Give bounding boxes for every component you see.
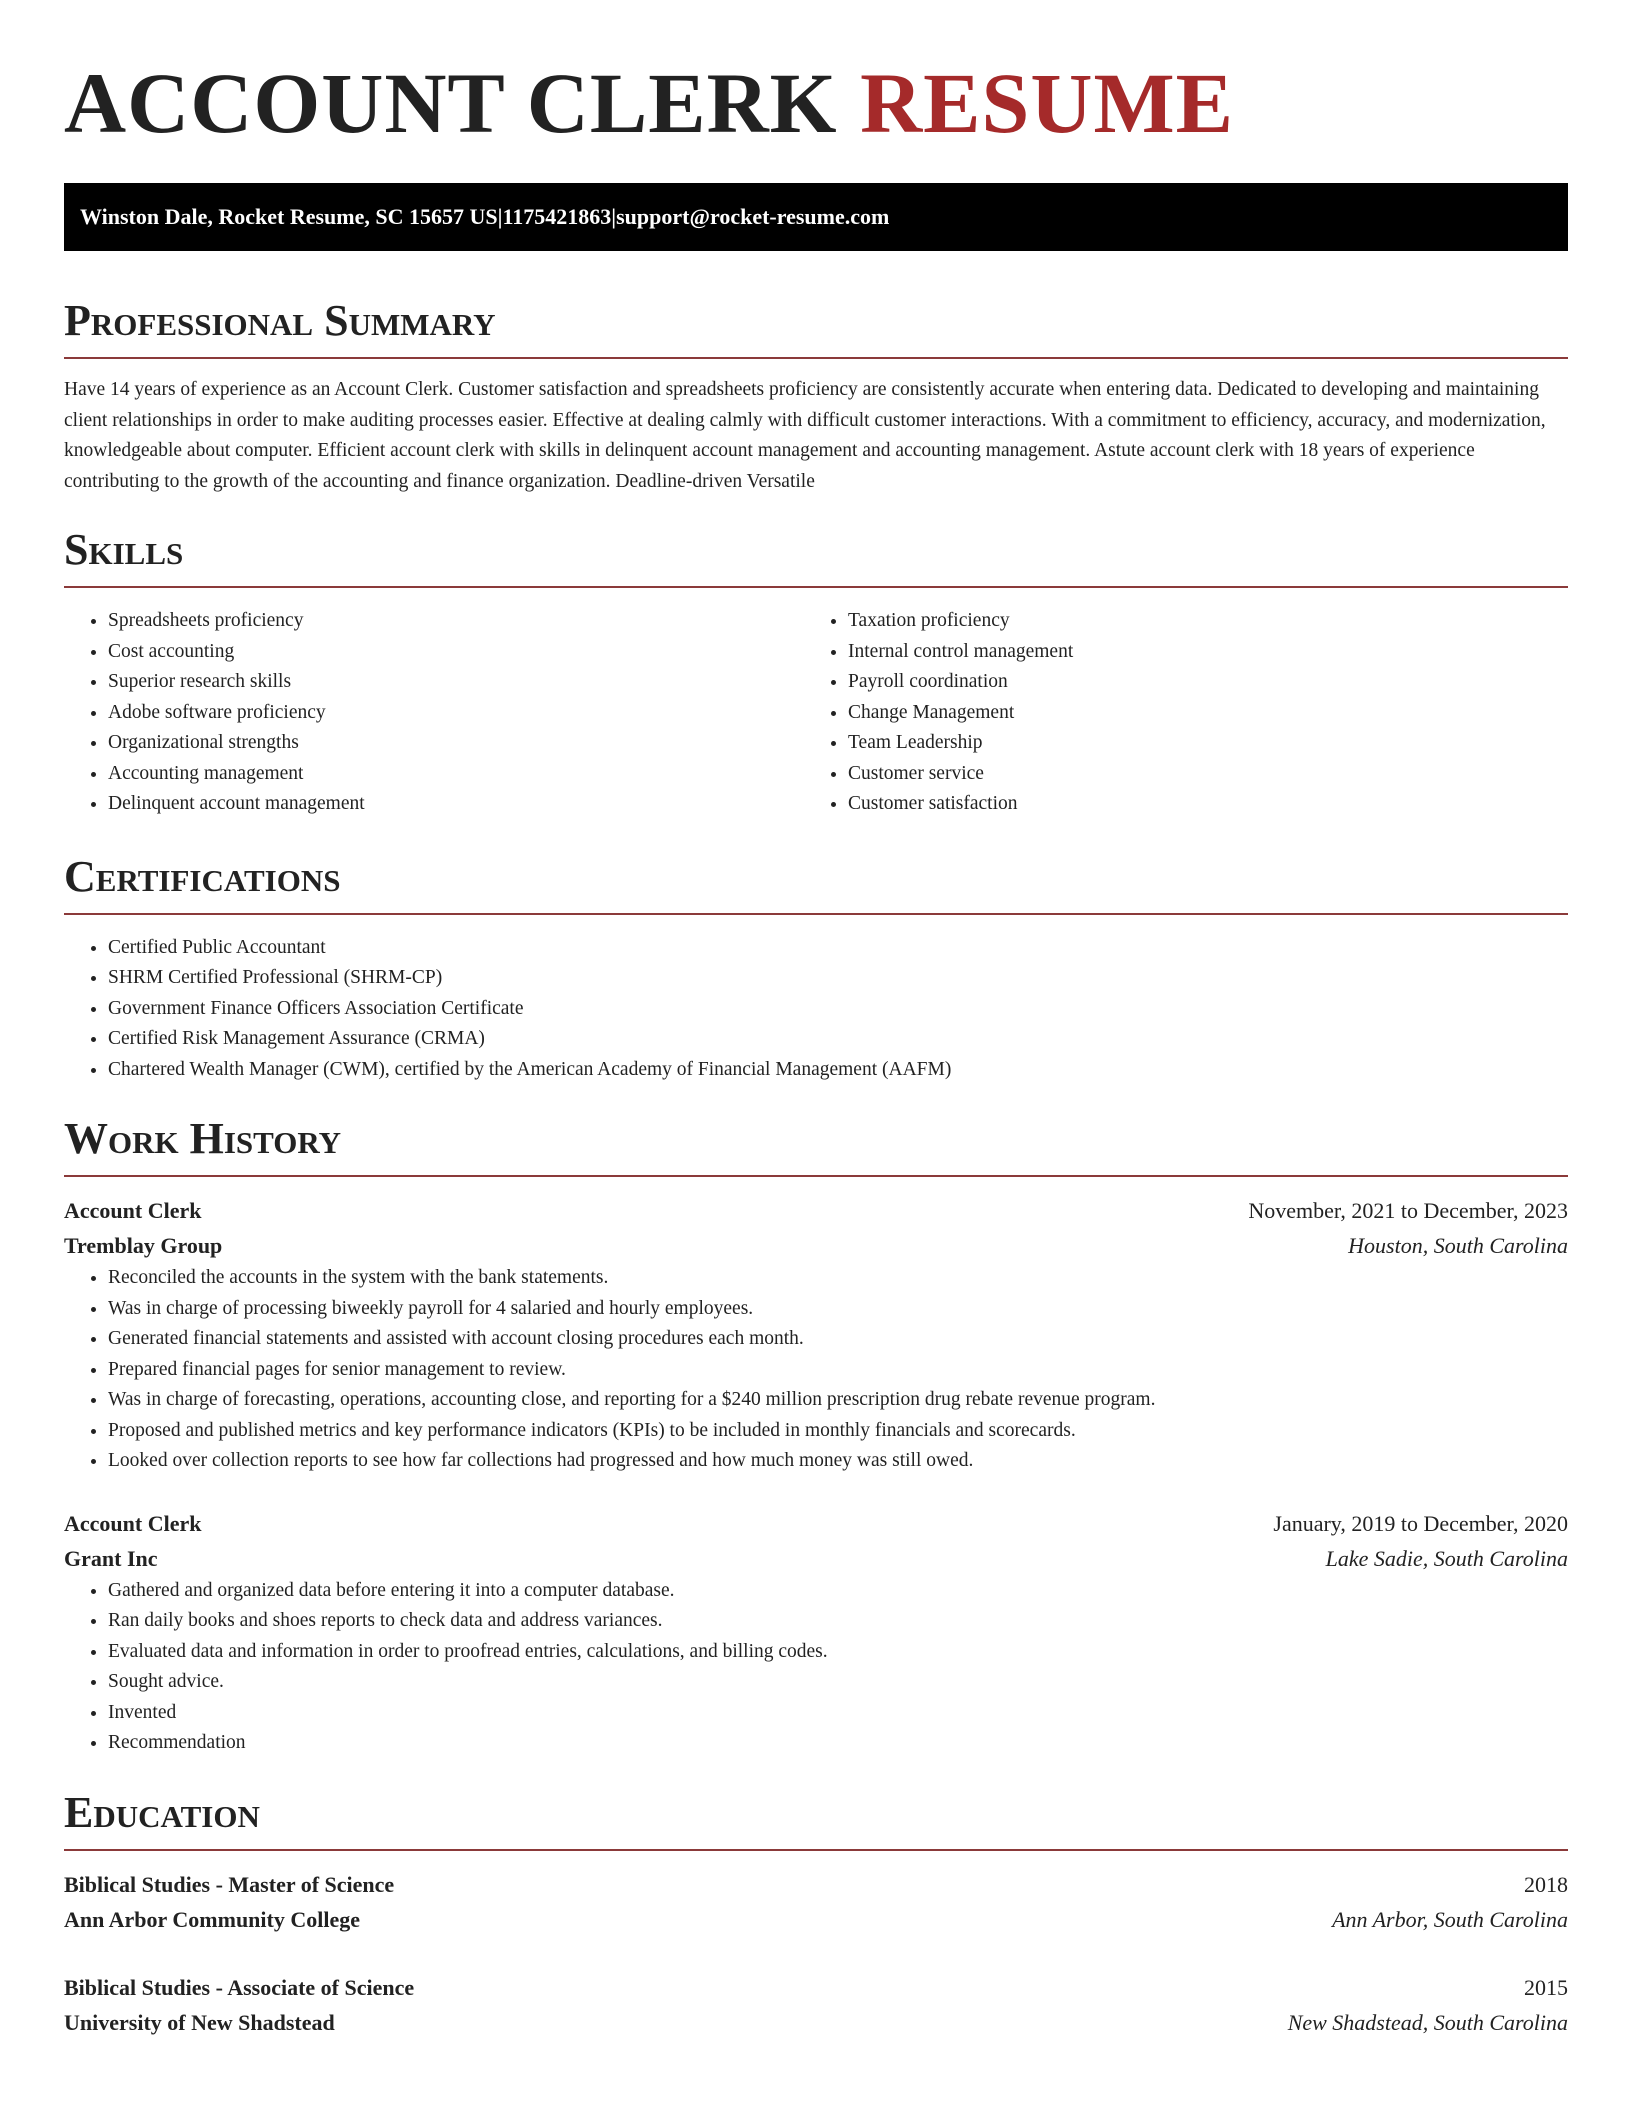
certification-item: • Certified Public Accountant xyxy=(108,933,1568,964)
section-heading-skills: Skills xyxy=(64,525,184,574)
job-duty-item: • Generated financial statements and assisted with account closing procedures each month. xyxy=(108,1324,1568,1355)
skill-item: • Superior research skills xyxy=(108,667,804,698)
skills-columns xyxy=(64,606,1568,820)
job-title: Account Clerk xyxy=(64,1510,202,1536)
job-entry xyxy=(64,1506,1568,1759)
job-entry xyxy=(64,1193,1568,1477)
skills-column-left xyxy=(64,606,804,820)
job-title: Account Clerk xyxy=(64,1198,202,1223)
contact-bar xyxy=(64,183,1568,251)
section-heading-work-history: Work History xyxy=(64,1114,342,1163)
certification-item: • SHRM Certified Professional (SHRM-CP) xyxy=(108,963,1568,994)
section-heading-summary: Professional Summary xyxy=(64,296,496,345)
skill-item: • Adobe software proficiency xyxy=(108,698,804,729)
education-location: Ann Arbor, South Carolina xyxy=(1332,1906,1568,1932)
education-year: 2018 xyxy=(1524,1871,1568,1897)
job-duty-item: • Prepared financial pages for senior management to review. xyxy=(108,1355,1568,1386)
skill-item: • Team Leadership xyxy=(848,728,1544,759)
job-location: Lake Sadie, South Carolina xyxy=(1325,1545,1568,1571)
education-degree: Biblical Studies - Associate of Science xyxy=(64,1974,415,2000)
section-divider xyxy=(64,586,1568,588)
job-duty-item: • Was in charge of processing biweekly payroll for 4 salaried and hourly employees. xyxy=(108,1294,1568,1325)
certification-item: • Government Finance Officers Association Certificate xyxy=(108,994,1568,1025)
skill-item: • Change Management xyxy=(848,698,1544,729)
job-duty-item: • Recommendation xyxy=(108,1728,1568,1759)
certification-item: • Chartered Wealth Manager (CWM), certified by the American Academy of Financial Management (AAFM) xyxy=(108,1055,1568,1086)
section-divider xyxy=(64,1175,1568,1177)
section-divider xyxy=(64,1849,1568,1851)
job-location: Houston, South Carolina xyxy=(1348,1233,1568,1258)
contact-phone: 1175421863 xyxy=(502,204,612,229)
education-degree-row xyxy=(64,1970,1568,2005)
skill-item: • Internal control management xyxy=(848,637,1544,668)
contact-address: Winston Dale, Rocket Resume, SC 15657 US xyxy=(80,204,498,229)
job-dates: November, 2021 to December, 2023 xyxy=(1248,1198,1568,1223)
job-dates: January, 2019 to December, 2020 xyxy=(1273,1510,1568,1536)
job-duty-item: • Was in charge of forecasting, operations, accounting close, and reporting for a $240 million prescription drug rebate revenue program. xyxy=(108,1385,1568,1416)
skill-item: • Accounting management xyxy=(108,759,804,790)
certification-item: • Certified Risk Management Assurance (CRMA) xyxy=(108,1024,1568,1055)
job-duty-item: • Gathered and organized data before entering it into a computer database. xyxy=(108,1576,1568,1607)
education-degree: Biblical Studies - Master of Science xyxy=(64,1871,395,1897)
section-heading-certifications: Certifications xyxy=(64,851,341,901)
job-duty-item: • Sought advice. xyxy=(108,1667,1568,1698)
skill-item: • Taxation proficiency xyxy=(848,606,1544,637)
job-header-row xyxy=(64,1193,1568,1228)
section-divider xyxy=(64,357,1568,359)
education-school-row xyxy=(64,1902,1568,1937)
section-heading-education: Education xyxy=(64,1787,260,1837)
section-divider xyxy=(64,913,1568,915)
skill-item: • Customer service xyxy=(848,759,1544,790)
job-duty-item: • Ran daily books and shoes reports to check data and address variances. xyxy=(108,1606,1568,1637)
skills-column-right xyxy=(804,606,1544,820)
job-duty-item: • Looked over collection reports to see how far collections had progressed and how much money was still owed. xyxy=(108,1446,1568,1477)
certifications-list xyxy=(64,933,1568,1086)
job-company-row xyxy=(64,1541,1568,1576)
skill-item: • Cost accounting xyxy=(108,637,804,668)
contact-email: support@rocket-resume.com xyxy=(616,204,890,229)
summary-section xyxy=(64,296,1568,497)
education-degree-row xyxy=(64,1867,1568,1902)
job-duties-list xyxy=(64,1576,1568,1759)
education-school: University of New Shadstead xyxy=(64,2009,335,2035)
job-duty-item: • Invented xyxy=(108,1698,1568,1729)
work-history-section xyxy=(64,1114,1568,1759)
skills-section xyxy=(64,525,1568,820)
education-location: New Shadstead, South Carolina xyxy=(1287,2009,1568,2035)
title-accent: RESUME xyxy=(860,55,1234,151)
education-school: Ann Arbor Community College xyxy=(64,1906,360,1932)
job-header-row xyxy=(64,1506,1568,1541)
contact-separator: | xyxy=(497,204,503,229)
skill-item: • Spreadsheets proficiency xyxy=(108,606,804,637)
title-main: ACCOUNT CLERK xyxy=(64,55,838,151)
skill-item: • Payroll coordination xyxy=(848,667,1544,698)
resume-title xyxy=(64,55,1568,151)
job-duty-item: • Evaluated data and information in order to proofread entries, calculations, and billing codes. xyxy=(108,1637,1568,1668)
education-school-row xyxy=(64,2005,1568,2040)
job-duty-item: • Reconciled the accounts in the system with the bank statements. xyxy=(108,1263,1568,1294)
job-company: Grant Inc xyxy=(64,1545,158,1571)
skills-list-left xyxy=(64,606,804,820)
education-entry xyxy=(64,1970,1568,2040)
skill-item: • Organizational strengths xyxy=(108,728,804,759)
skills-list-right xyxy=(804,606,1544,820)
job-company-row xyxy=(64,1228,1568,1263)
contact-separator: | xyxy=(611,204,617,229)
skill-item: • Delinquent account management xyxy=(108,789,804,820)
education-year: 2015 xyxy=(1524,1974,1568,2000)
skill-item: • Customer satisfaction xyxy=(848,789,1544,820)
certifications-section xyxy=(64,851,1568,1086)
education-entry xyxy=(64,1867,1568,1937)
job-company: Tremblay Group xyxy=(64,1233,223,1258)
education-section xyxy=(64,1787,1568,2040)
job-duties-list xyxy=(64,1263,1568,1477)
job-duty-item: • Proposed and published metrics and key performance indicators (KPIs) to be included in monthly financials and scorecards. xyxy=(108,1416,1568,1447)
summary-text: Have 14 years of experience as an Account Clerk. Customer satisfaction and spreadsheets proficiency are consistently accurate when entering data. Dedicated to developing and maintaining client relationships in order to make auditing processes easier. Effective at dealing calmly with difficult customer interactions. With a commitment to efficiency, accuracy, and modernization, knowledgeable about computer. Efficient account clerk with skills in delinquent account management and accounting management. Astute account clerk with 18 years of experience contributing to the growth of the accounting and finance organization. Deadline-driven Versatile xyxy=(64,379,1546,492)
